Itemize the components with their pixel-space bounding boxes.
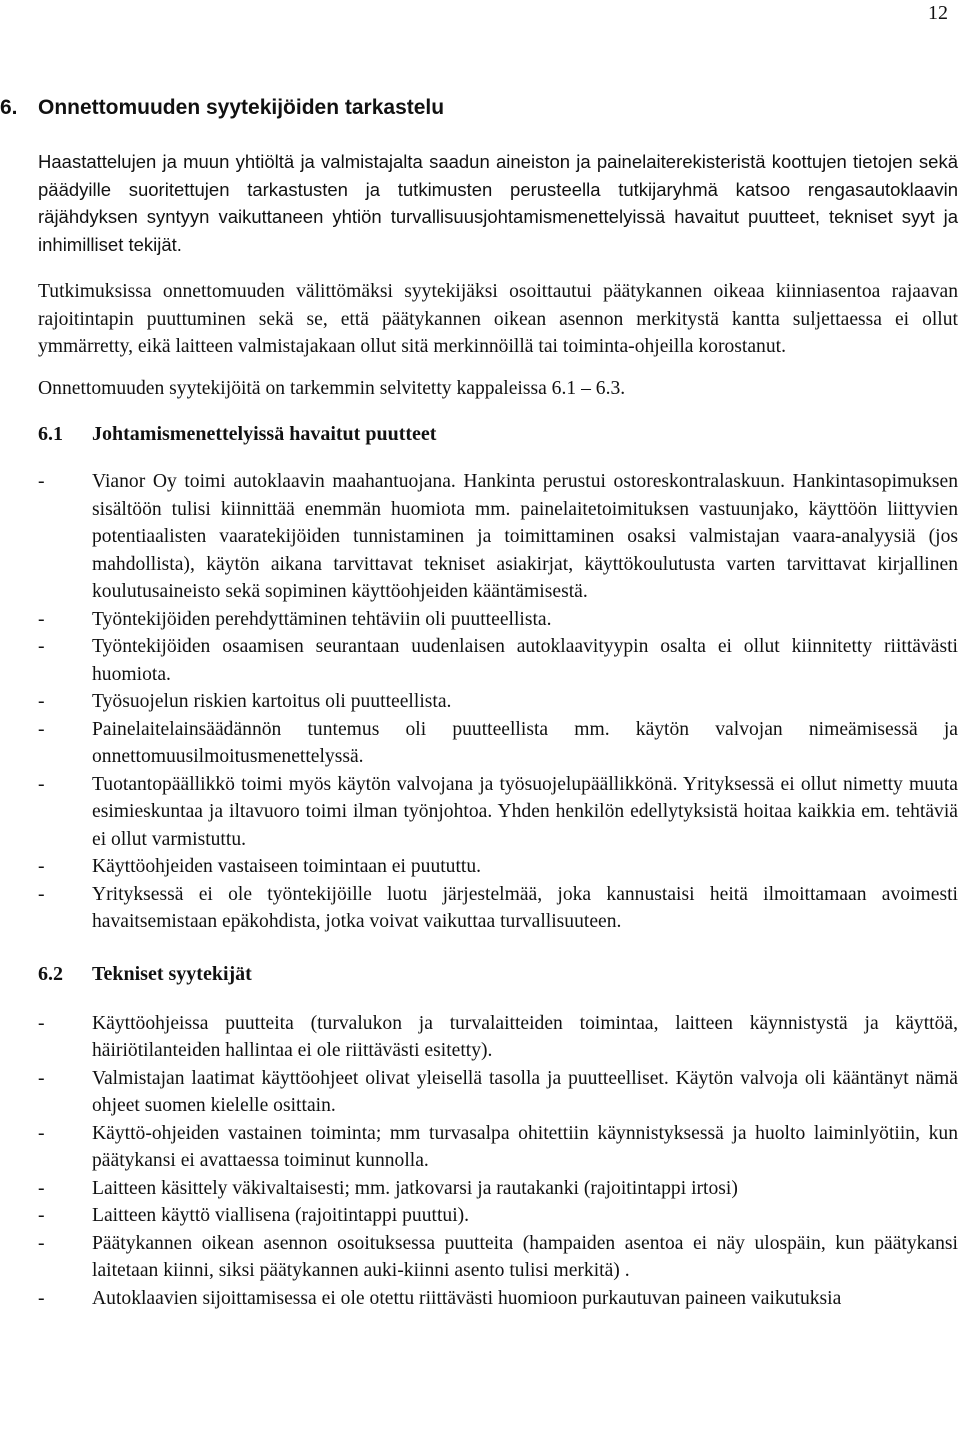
- subsection-heading-6-1: [38, 420, 958, 448]
- list-dash: -: [38, 1122, 45, 1144]
- list-dash: -: [38, 471, 45, 492]
- list-item: - Työntekijöiden osaamisen seurantaan uudenlaisen autoklaavityypin osalta ei ollut kiinnitetty riittävästi huomiota.: [38, 633, 958, 688]
- subsection-number: 6.2: [38, 962, 63, 985]
- subsection-number: 6.1: [38, 423, 63, 445]
- list-dash: -: [38, 883, 45, 905]
- list-dash: -: [38, 636, 45, 657]
- list-item: - Laitteen käyttö viallisena (rajoitintappi puuttui).: [38, 1202, 958, 1230]
- list-dash: -: [38, 773, 45, 795]
- list-item: - Päätykannen oikean asennon osoituksessa puutteita (hampaiden asentoa ei näy ulospäin, kun päätykansi laitetaan kiinni, siksi päätykannen auki-kiinni asento tulisi merkitä) .: [38, 1230, 958, 1285]
- list-item: - Vianor Oy toimi autoklaavin maahantuojana. Hankinta perustui ostoreskontralaskuun. Hankintasopimuksen sisältöön tulisi kiinnittää enemmän huomiota mm. painelaitetoimituksen vastuunjako, käyttöön liittyvien potentiaalisten vaaratekijöiden tunnistaminen ja toimittaminen osaksi valmistajan vaara-analyysiä (jos mahdollista), käytön aikana tarvittavat tekniset asiakirjat, käyttökoulutusta varten tarvittavat kirjallinen koulutusaineisto sekä sopiminen käyttöohjeiden kääntämisestä.: [38, 468, 958, 606]
- intro-paragraph: Haastattelujen ja muun yhtiöltä ja valmistajalta saadun aineiston ja painelaiterekisteristä koottujen tietojen sekä päädyille suoritettujen tarkastusten ja tutkimusten perusteella tutkijaryhmä katsoo rengasautoklaavin räjähdyksen syntyyn vaikuttaneen yhtiön turvallisuusjohtamismenettelyissä havaitut puutteet, tekniset syyt ja inhimilliset tekijät.: [38, 151, 958, 255]
- list-item: - Laitteen käsittely väkivaltaisesti; mm. jatkovarsi ja rautakanki (rajoitintappi irtosi): [38, 1175, 958, 1203]
- list-dash: -: [38, 1205, 45, 1226]
- list-dash: -: [38, 1232, 45, 1254]
- list-dash: -: [38, 608, 45, 630]
- list-dash: -: [38, 691, 45, 712]
- list-item: - Painelaitelainsäädännön tuntemus oli puutteellista mm. käytön valvojan nimeämisessä ja onnettomuusilmoitusmenettelyssä.: [38, 716, 958, 771]
- list-item: - Yrityksessä ei ole työntekijöille luotu järjestelmää, joka kannustaisi heitä ilmoittamaan avoimesti havaitsemistaan epäkohdista, jotka voivat vaikuttaa turvallisuuteen.: [38, 881, 958, 936]
- subsection-title: Johtamismenettelyissä havaitut puutteet: [92, 423, 437, 445]
- list-dash: -: [38, 1287, 45, 1309]
- list-dash: -: [38, 1012, 45, 1034]
- list-item: - Käyttö-ohjeiden vastainen toiminta; mm turvasalpa ohitettiin käynnistyksessä ja huolto laiminlyötiin, kun päätykansi ei avattaessa toiminut kunnolla.: [38, 1120, 958, 1175]
- list-dash: -: [38, 1067, 45, 1089]
- reference-paragraph: Onnettomuuden syytekijöitä on tarkemmin selvitetty kappaleissa 6.1 – 6.3.: [38, 377, 626, 399]
- section-title: Onnettomuuden syytekijöiden tarkastelu: [38, 96, 445, 119]
- list-dash: -: [38, 718, 45, 740]
- management-deficiencies-list: [38, 468, 958, 936]
- list-dash: -: [38, 856, 45, 877]
- document-body: [0, 94, 958, 1312]
- subsection-title: Tekniset syytekijät: [92, 962, 252, 985]
- list-item: - Käyttöohjeissa puutteita (turvalukon ja turvalaitteiden toimintaa, laitteen käynnistystä ja käyttöä, häiriötilanteiden hallintaa ei ole riittävästi esitetty).: [38, 1010, 958, 1065]
- list-item: - Tuotantopäällikkö toimi myös käytön valvojana ja työsuojelupäällikkönä. Yrityksessä ei ollut nimetty muuta esimieskuntaa ja iltavuoro toimi ilman työnjohtoa. Yhden henkilön edellytyksistä hoitaa kaikkia em. tehtäviä ei ollut varmistuttu.: [38, 771, 958, 854]
- list-item: - Autoklaavien sijoittamisessa ei ole otettu riittävästi huomioon purkautuvan paineen vaikutuksia: [38, 1285, 958, 1313]
- list-item: - Työntekijöiden perehdyttäminen tehtäviin oli puutteellista.: [38, 606, 958, 634]
- list-item: - Käyttöohjeiden vastaiseen toimintaan ei puututtu.: [38, 853, 958, 881]
- technical-causes-list: [38, 1010, 958, 1313]
- list-dash: -: [38, 1177, 45, 1199]
- cause-paragraph: Tutkimuksissa onnettomuuden välittömäksi syytekijäksi osoittautui päätykannen oikeaa kiinniasentoa rajaavan rajoitintapin puuttuminen sekä se, että päätykannen oikean asennon merkitystä kantta suljettaessa ei ollut ymmärretty, eikä laitteen valmistajakaan ollut sitä merkinnöillä tai toiminta-ohjeilla korostanut.: [38, 281, 958, 357]
- list-item: - Työsuojelun riskien kartoitus oli puutteellista.: [38, 688, 958, 716]
- section-number: 6.: [0, 96, 18, 119]
- list-item: - Valmistajan laatimat käyttöohjeet olivat yleisellä tasolla ja puutteelliset. Käytön valvoja oli kääntänyt nämä ohjeet suomen kielelle osittain.: [38, 1065, 958, 1120]
- section-heading: [0, 94, 958, 122]
- page-number: 12: [928, 2, 948, 24]
- subsection-heading-6-2: [38, 960, 958, 988]
